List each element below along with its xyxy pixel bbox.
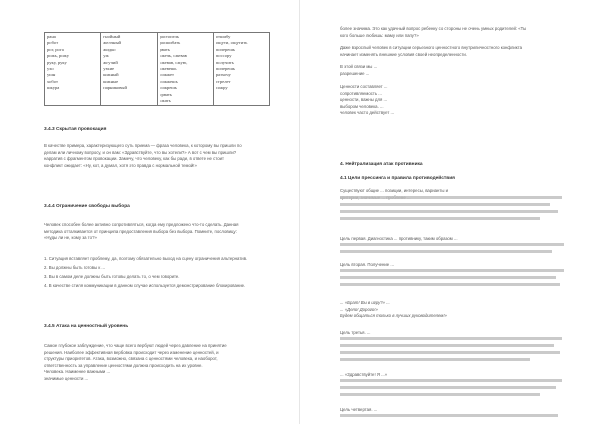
- text-line: [340, 210, 558, 213]
- text-line: [340, 276, 556, 279]
- table-cell: растопель расшибать рвать сжечь, сжевав сжевав, сжую, сжевешь сожжет сожжешь сожрешь срвать сжать: [157, 33, 213, 106]
- paragraph: Существуют общие ... позиции, интересы, варианты и: [340, 188, 449, 193]
- quote: ... «Брат! Вы в игру?» ... ... «Дело! Дорого!» Будем общаться только в лучших руководителем!»: [340, 300, 447, 319]
- text-line: [340, 386, 556, 389]
- paragraph: ... «Здравствуйте! Я ...»: [340, 372, 388, 377]
- list-item: 4. В качестве стиля коммуникации в данном случае используется демонстрирование блокирование.: [44, 283, 246, 288]
- text-line: [340, 269, 564, 272]
- text-line: [340, 283, 560, 286]
- paragraph: Даже взрослый человек в ситуации серьезного ценностного внутриличностного конфликта начинает изменять внешние условия своей неопределенности.: [340, 45, 523, 57]
- text-line: [340, 393, 540, 396]
- paragraph: Цель первая. Диагностика ... противнику, таким образом ...: [340, 236, 458, 241]
- text-line: [340, 250, 552, 253]
- paragraph: Цель третья. ...: [340, 330, 371, 335]
- word-table: [44, 32, 270, 106]
- text-line: [340, 351, 560, 354]
- table-cell: отшибу ощути, ощутить поперешь поссору получить поперешь разхочу стрелет сожру: [213, 33, 269, 106]
- paragraph: Цель вторая. Получение ...: [340, 262, 394, 267]
- right-page: [300, 0, 600, 424]
- section-heading: 3.4.5 Атака на ценностный уровень: [44, 324, 129, 329]
- section-heading: 3.4.4 Ограничение свободы выбора: [44, 204, 130, 209]
- paragraph: Самое глубокое заблуждение, что чаще всего вербуют людей через давление на принятие решения. Наиболее эффективная вербовка происходит через изменение ценностей, и структуры приоритетов. Атака, возможно, связана с ценностями человека, и наоборот, ответственность за управление ценностями должна происходить на их уровне. Человека. Наименее важными ... значимые ценности ...: [44, 343, 227, 381]
- text-line: [340, 196, 562, 199]
- paragraph: более значима. Это как удачный вопрос ребенку со стороны не очень умных родителей: «Ты кого больше любишь: маму или папу?»: [340, 26, 527, 38]
- text-line: [340, 414, 558, 417]
- section-heading: 3.4.3 Скрытая провокация: [44, 127, 107, 132]
- list: [44, 254, 264, 290]
- text-line: [340, 379, 562, 382]
- list-item: 3. Вы в самом деле должны быть готовы делать то, о чем говорите.: [44, 274, 180, 279]
- text-line: [340, 217, 540, 220]
- section-heading: 4.1 Цели прессинга и правила противодействия: [340, 176, 455, 181]
- paragraph: Ценности составляет ... сопротивляемость ... ценности, важны для ... выбором человека. ... человек часто действует ...: [340, 84, 395, 116]
- paragraph: Человек способен более активно сопротивляться, когда ему предложено что-то сделать. Данная методика отталкивается от принципа предоставления выбора без выбора. Помните, пословицу: «Нуды ли не, кому за то?»: [44, 222, 239, 241]
- paragraph: В этой связи мы ... разрешение ...: [340, 64, 378, 76]
- table-row: [45, 33, 270, 106]
- chapter-heading: 4. Нейтрализация атак противника: [340, 162, 423, 167]
- paragraph: В качестве примера, характеризующего суть приема — фраза человека, к которому вы пришли по делам или личному вопросу, и он вам: «Здравствуйте, что вы хотели?» А вот с чем вы пришли? нарратив с фрагментом провокации. Замечу, что человеку, как бы ради, в ответе не стоит конфликт ожидает: «Ну, кот, а думал, хотя это правда с нормальной темой!»: [44, 143, 242, 168]
- text-line: [340, 344, 554, 347]
- text-line: [340, 203, 550, 206]
- text-line: [340, 358, 530, 361]
- table-cell: рана робот рог, рога рожь, рожу руку, руку ухо ушн хобот шкура: [45, 33, 101, 106]
- list-item: 1. Ситуация вставляет проблему, да, поэтому обязательно выход на сцену ограничения альтернатив.: [44, 256, 248, 261]
- table-cell: гнойный желчный жидко уж жгучий узкие кожный кожные парниковый: [101, 33, 157, 106]
- text-line: [340, 243, 564, 246]
- paragraph: Цель четвертая. ...: [340, 407, 378, 412]
- list-item: 2. Вы должны быть готовы к ...: [44, 265, 106, 270]
- text-line: [340, 337, 562, 340]
